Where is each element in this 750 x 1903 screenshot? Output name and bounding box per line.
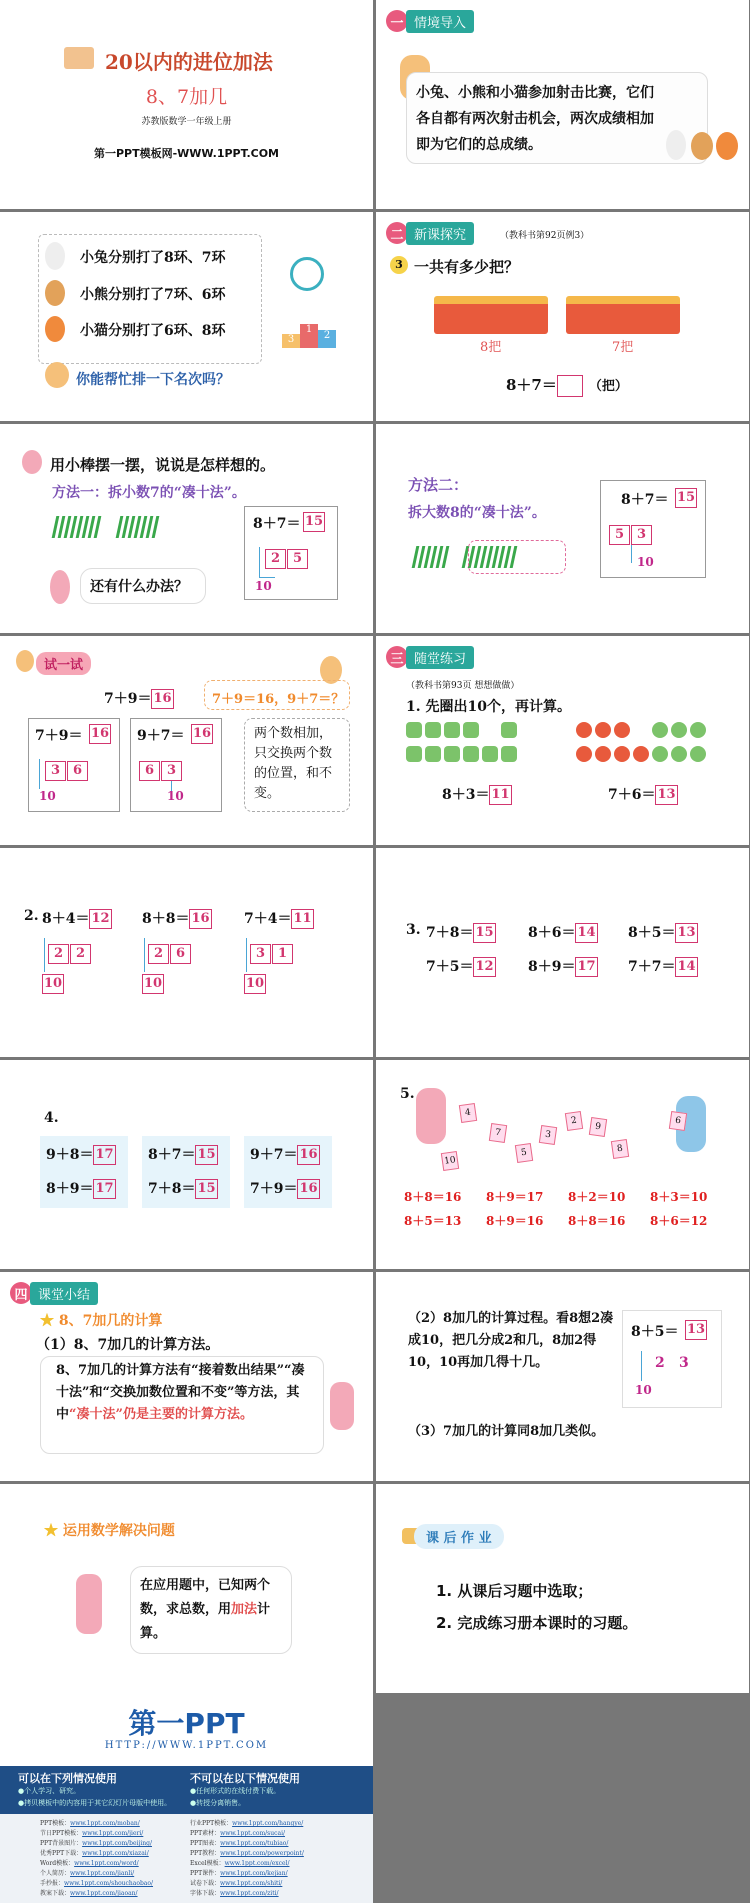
brand-url: HTTP://WWW.1PPT.COM — [104, 1740, 269, 1751]
flags-right — [566, 296, 680, 334]
homework-2: 2. 完成练习册本课时的习题。 — [436, 1614, 638, 1632]
textbook-label: 苏教版数学一年级上册 — [141, 117, 232, 127]
section-badge: 四 课堂小结 — [10, 1282, 98, 1304]
footer-link[interactable]: 节日PPT模板：www.1ppt.com/jieri/ — [40, 1830, 144, 1837]
method-card: 8＋5＝ 13 2 3 10 — [622, 1310, 722, 1408]
number-card[interactable]: 8 — [611, 1139, 629, 1159]
eq: 8＋8＝ 16 — [142, 911, 210, 927]
ranking-question: 你能帮忙排一下名次吗？ — [76, 372, 230, 388]
score-line: 小熊分别打了7环、6环 — [80, 287, 226, 303]
eq-text: 8＋6＝12 — [650, 1214, 708, 1228]
slide-homework — [376, 1484, 749, 1693]
footer-link[interactable]: PPT模板：www.1ppt.com/moban/ — [40, 1820, 140, 1827]
usage-item: ●个人学习、研究。 — [18, 1787, 81, 1795]
eq: 7＋4＝ 11 — [244, 911, 312, 927]
footer-link[interactable]: 行业PPT模板：www.1ppt.com/hangye/ — [190, 1820, 304, 1827]
slide-practice-5 — [376, 1060, 749, 1269]
question-text: 一共有多少把？ — [414, 258, 520, 276]
slide-try — [0, 636, 373, 845]
eq: 8＋9＝ 17 — [46, 1181, 114, 1197]
brand-logo: 第一PPT — [128, 1707, 245, 1740]
footer-link[interactable]: 字体下载：www.1ppt.com/ziti/ — [190, 1890, 279, 1897]
number-card[interactable]: 6 — [669, 1111, 687, 1131]
rabbit-icon — [666, 130, 686, 160]
method-two-desc: 拆大数8的“凑十法”。 — [408, 505, 546, 521]
footer-link[interactable]: PPT图表：www.1ppt.com/tubiao/ — [190, 1840, 289, 1847]
rabbit-icon — [45, 242, 65, 270]
question-number: 3 — [390, 256, 408, 274]
book-icon — [64, 47, 94, 69]
eq: 8＋5＝ 13 — [628, 925, 696, 941]
slide-explore — [376, 212, 749, 421]
answer-box[interactable] — [557, 375, 583, 397]
score-line: 小猫分别打了6环、8环 — [80, 323, 226, 339]
footer-link[interactable]: 个人简历：www.1ppt.com/jianli/ — [40, 1870, 135, 1877]
slide-practice-2 — [0, 848, 373, 1057]
eq-text: 8＋9＝16 — [486, 1214, 544, 1228]
split-box: 6 — [170, 944, 191, 964]
eq-text: 8＋9＝17 — [486, 1190, 544, 1204]
homework-1: 1. 从课后习题中选取； — [436, 1582, 593, 1600]
point-3: （3）7加几的计算同8加几类似。 — [408, 1424, 605, 1439]
practice-eq-2: 7＋6＝ 13 — [608, 787, 676, 803]
eq: 8＋7＝ 15 — [148, 1147, 216, 1163]
intro-text: 小兔、小熊和小猫参加射击比赛，它们各自都有两次射击机会，两次成绩相加即为它们的总成绩。 — [416, 85, 654, 153]
cabbage-group — [406, 722, 518, 766]
number-card[interactable]: 3 — [539, 1125, 557, 1145]
fruit-group — [576, 722, 706, 766]
split-box: 2 — [48, 944, 69, 964]
eq: 7＋8＝ 15 — [426, 925, 494, 941]
homework-badge: 课 后 作 业 — [414, 1524, 504, 1549]
eq: 7＋8＝ 15 — [148, 1181, 216, 1197]
split-box: 3 — [250, 944, 271, 964]
eq: 7＋9＝ 16 — [250, 1181, 318, 1197]
eq-text: 8＋3＝10 — [650, 1190, 708, 1204]
question-number: 2. — [24, 908, 39, 924]
more-question: 还有什么办法？ — [90, 579, 188, 595]
split-box: 2 — [148, 944, 169, 964]
eq-text: 8＋5＝13 — [404, 1214, 462, 1228]
number-card[interactable]: 5 — [515, 1143, 533, 1163]
sticks — [54, 516, 160, 542]
cat-icon — [716, 132, 738, 160]
try-hint: 7＋9＝16，9＋7＝？ — [212, 692, 345, 707]
apply-text: 在应用题中，已知两个数，求总数，用加法计算。 — [140, 1578, 271, 1641]
footer-link[interactable]: PPT教程：www.1ppt.com/powerpoint/ — [190, 1850, 304, 1857]
girl-icon — [50, 570, 70, 604]
textbook-ref: （教科书第92页例3） — [500, 231, 590, 241]
score-line: 小兔分别打了8环、7环 — [80, 250, 226, 266]
usage-item: ●任何形式的在线付费下载。 — [190, 1787, 281, 1795]
eq-text: 8＋8＝16 — [404, 1190, 462, 1204]
section-badge: 二 新课探究 — [386, 222, 474, 244]
footer-link[interactable]: 试卷下载：www.1ppt.com/shiti/ — [190, 1880, 283, 1887]
slide-practice-3 — [376, 848, 749, 1057]
slide-practice-4 — [0, 1060, 373, 1269]
footer-link[interactable]: Excel模板：www.1ppt.com/excel/ — [190, 1860, 290, 1867]
commutative-note: 两个数相加，只交换两个数的位置，和不变。 — [254, 726, 333, 801]
method-card: 8＋7＝ 15 5 3 10 — [600, 480, 706, 578]
right-count: 7把 — [612, 340, 634, 355]
star-icon: ★ — [40, 1313, 54, 1329]
method-card: 8＋7＝ 15 2 5 10 — [244, 506, 338, 600]
eq: 7＋5＝ 12 — [426, 959, 494, 975]
apply-heading: ★ 运用数学解决问题 — [44, 1523, 175, 1539]
footer-link[interactable]: 优秀PPT下载：www.1ppt.com/xiazai/ — [40, 1850, 149, 1857]
footer-link[interactable]: Word模板：www.1ppt.com/word/ — [40, 1860, 139, 1867]
cat-icon — [45, 316, 65, 342]
target-icon — [290, 257, 324, 291]
girl-icon — [330, 1382, 354, 1430]
number-card[interactable]: 4 — [459, 1103, 477, 1123]
footer-link[interactable]: PPT课件：www.1ppt.com/kejian/ — [190, 1870, 288, 1877]
slide-practice-1 — [376, 636, 749, 845]
question-number: 3. — [406, 922, 421, 938]
usage-allowed: 可以在下列情况使用 — [18, 1772, 117, 1785]
summary-body: 8、7加几的计算方法有“接着数出结果”“凑十法”和“交换加数位置和不变”等方法，其中“凑十法”仍是主要的计算方法。 — [56, 1363, 305, 1422]
ten-box: 10 — [42, 974, 64, 994]
section-badge: 一 情境导入 — [386, 10, 474, 32]
lesson-title: 20以内的进位加法 — [105, 50, 273, 74]
footer-link[interactable]: 教案下载：www.1ppt.com/jiaoan/ — [40, 1890, 138, 1897]
slide-intro — [376, 0, 749, 209]
ten-box: 10 — [244, 974, 266, 994]
bear-icon — [691, 132, 713, 160]
slide-title — [0, 0, 373, 209]
girl-icon — [22, 450, 42, 474]
try-card-2: 9＋7＝ 16 6 3 10 — [130, 718, 222, 812]
question-number: 5. — [400, 1086, 415, 1102]
method-two: 方法二： — [408, 476, 469, 494]
eq: 9＋7＝ 16 — [250, 1147, 318, 1163]
eq: 7＋7＝ 14 — [628, 959, 696, 975]
podium-icon: 3 1 2 — [282, 324, 336, 348]
number-card[interactable]: 9 — [589, 1117, 607, 1137]
method-one: 方法一：拆小数7的“凑十法”。 — [52, 485, 246, 501]
split-box: 2 — [70, 944, 91, 964]
slide-method-two — [376, 424, 749, 633]
lesson-subtitle: 8、7加几 — [145, 86, 228, 108]
left-count: 8把 — [480, 340, 502, 355]
usage-forbidden: 不可以在以下情况使用 — [190, 1772, 300, 1785]
answer-box: 15 — [303, 512, 325, 532]
practice-eq-1: 8＋3＝ 11 — [442, 787, 510, 803]
split-box: 1 — [272, 944, 293, 964]
usage-item: ●转授分离销售。 — [190, 1799, 246, 1807]
eq-text: 8＋8＝16 — [568, 1214, 626, 1228]
equation: 8＋7＝ （把） — [506, 374, 628, 397]
teacher-icon — [76, 1574, 102, 1634]
slide-apply — [0, 1484, 373, 1693]
prompt: 用小棒摆一摆，说说是怎样想的。 — [50, 456, 276, 474]
slide-summary-2 — [376, 1272, 749, 1481]
number-card[interactable]: 10 — [441, 1151, 459, 1171]
slide-method-one — [0, 424, 373, 633]
number-card[interactable]: 7 — [489, 1123, 507, 1143]
footer-link[interactable]: PPT背景图片：www.1ppt.com/beijing/ — [40, 1840, 152, 1847]
try-equation: 7＋9＝ 16 — [104, 691, 172, 707]
boy-icon — [45, 362, 69, 388]
boy-icon — [16, 650, 34, 672]
eq: 8＋6＝ 14 — [528, 925, 596, 941]
footer-slide — [0, 1690, 373, 1903]
textbook-ref: （教科书第93页 想想做做） — [406, 681, 520, 691]
point-1: （1）8、7加几的计算方法。 — [36, 1337, 220, 1353]
eq: 8＋4＝ 12 — [42, 911, 110, 927]
slide-summary — [0, 1272, 373, 1481]
try-card-1: 7＋9＝ 16 3 6 10 — [28, 718, 120, 812]
usage-item: ●拷贝模板中的内容用于其它幻灯片母版中使用。 — [18, 1799, 172, 1807]
eq: 8＋9＝ 17 — [528, 959, 596, 975]
ten-box: 10 — [142, 974, 164, 994]
point-2: （2）8加几的计算过程。看8想2凑成10，把几分成2和几，8加2得10，10再加几得十几。 — [408, 1311, 614, 1370]
flags-left — [434, 296, 548, 334]
girl-icon — [416, 1088, 446, 1144]
bear-icon — [45, 280, 65, 306]
section-badge: 三 随堂练习 — [386, 646, 474, 668]
star-icon: ★ — [44, 1523, 58, 1539]
site-label: 第一PPT模板网-WWW.1PPT.COM — [93, 147, 280, 160]
eq-text: 8＋2＝10 — [568, 1190, 626, 1204]
eq: 9＋8＝ 17 — [46, 1147, 114, 1163]
footer-link[interactable]: 手抄报：www.1ppt.com/shouchaobao/ — [40, 1880, 154, 1887]
try-badge: 试一试 — [36, 652, 91, 675]
number-card[interactable]: 2 — [565, 1111, 583, 1131]
footer-link[interactable]: PPT素材：www.1ppt.com/sucai/ — [190, 1830, 286, 1837]
practice-question: 1. 先圈出10个，再计算。 — [406, 699, 571, 715]
slide-scores — [0, 212, 373, 421]
summary-heading: ★ 8、7加几的计算 — [40, 1313, 163, 1329]
question-number: 4. — [44, 1110, 59, 1126]
